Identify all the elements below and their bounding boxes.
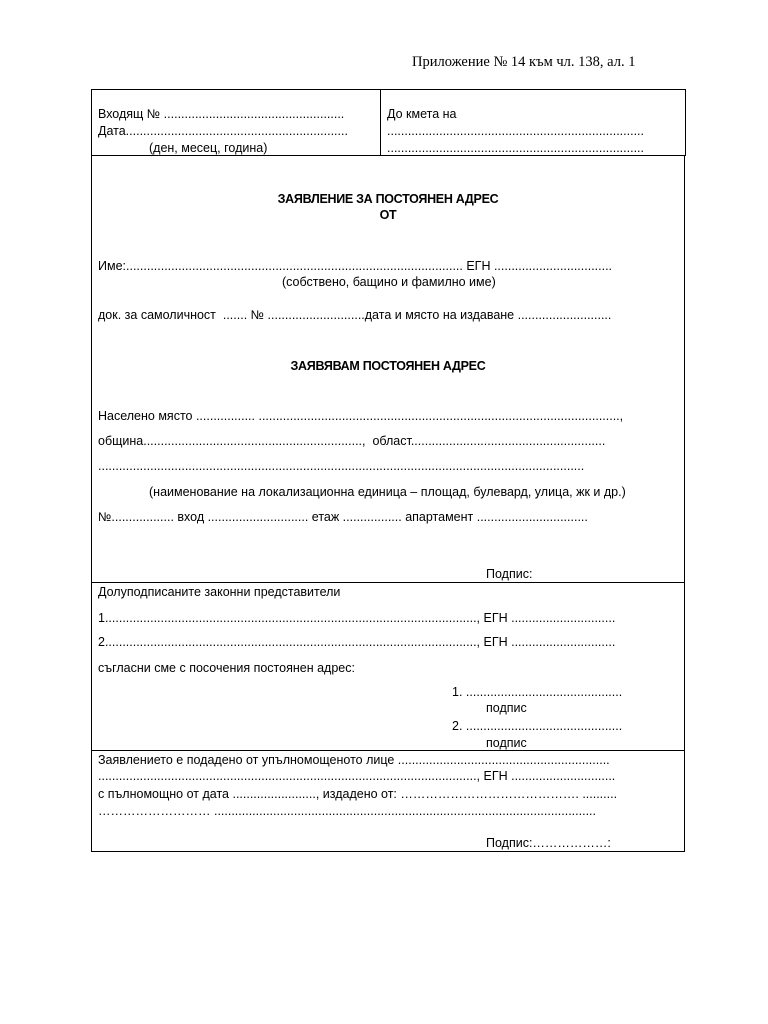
- registration-box-divider: [380, 89, 381, 156]
- annex-reference: Приложение № 14 към чл. 138, ал. 1: [412, 54, 636, 70]
- poa-issuer-line: ……………………… ..............................................................................................................: [98, 804, 596, 818]
- form-title-from: ОТ: [379, 208, 397, 222]
- representatives-heading: Долуподписаните законни представители: [98, 585, 341, 599]
- section-divider-representatives: [91, 582, 685, 583]
- mayor-line-1: ..........................................................................: [387, 124, 644, 138]
- representative-2-signature-label: подпис: [486, 736, 527, 750]
- proxy-signature-label: Подпис:………………:: [486, 836, 611, 850]
- agreement-line: съгласни сме с посочения постоянен адрес:: [98, 661, 355, 675]
- representative-1-signature-line: 1. .............................................: [452, 685, 623, 699]
- representative-2-line: 2..........................................................................................................., ЕГН ..............................: [98, 635, 616, 649]
- applicant-name-hint: (собствено, бащино и фамилно име): [282, 275, 496, 289]
- representative-2-signature-line: 2. .............................................: [452, 719, 623, 733]
- proxy-submitted-line: Заявлението е подадено от упълномощеното лице .............................................................: [98, 753, 610, 767]
- form-title: ЗАЯВЛЕНИЕ ЗА ПОСТОЯНЕН АДРЕС: [277, 192, 499, 206]
- identity-document-line: док. за самоличност ....... № ............................дата и място на издаване ...........................: [98, 308, 612, 322]
- date-field: Дата................................................................: [98, 124, 348, 138]
- municipality-region-line: община..............................................................., област........................................................: [98, 434, 606, 448]
- section-divider-proxy: [91, 750, 685, 751]
- number-entrance-floor-line: №.................. вход ............................. етаж ................. апартамент ................................: [98, 510, 588, 524]
- street-hint: (наименование на локализационна единица – площад, булевард, улица, жк и др.): [149, 485, 626, 499]
- representative-1-signature-label: подпис: [486, 701, 527, 715]
- proxy-egn-line: ............................................................................................................., ЕГН ..............................: [98, 769, 616, 783]
- applicant-signature-label: Подпис:: [486, 567, 533, 581]
- incoming-number-field: Входящ № ....................................................: [98, 107, 345, 121]
- power-of-attorney-line: с пълномощно от дата ........................, издадено от: ……………………………………. ..........: [98, 787, 618, 801]
- mayor-line-2: ..........................................................................: [387, 141, 644, 155]
- declare-heading: ЗАЯВЯВАМ ПОСТОЯНЕН АДРЕС: [290, 359, 486, 373]
- applicant-name-egn-line: Име:................................................................................................. ЕГН ..................................: [98, 259, 613, 273]
- street-line: ............................................................................................................................................: [98, 459, 585, 473]
- to-mayor-label: До кмета на: [387, 107, 457, 121]
- representative-1-line: 1..........................................................................................................., ЕГН ..............................: [98, 611, 616, 625]
- settlement-line: Населено място ................. ........................................................................................................,: [98, 409, 624, 423]
- date-hint: (ден, месец, година): [149, 141, 268, 155]
